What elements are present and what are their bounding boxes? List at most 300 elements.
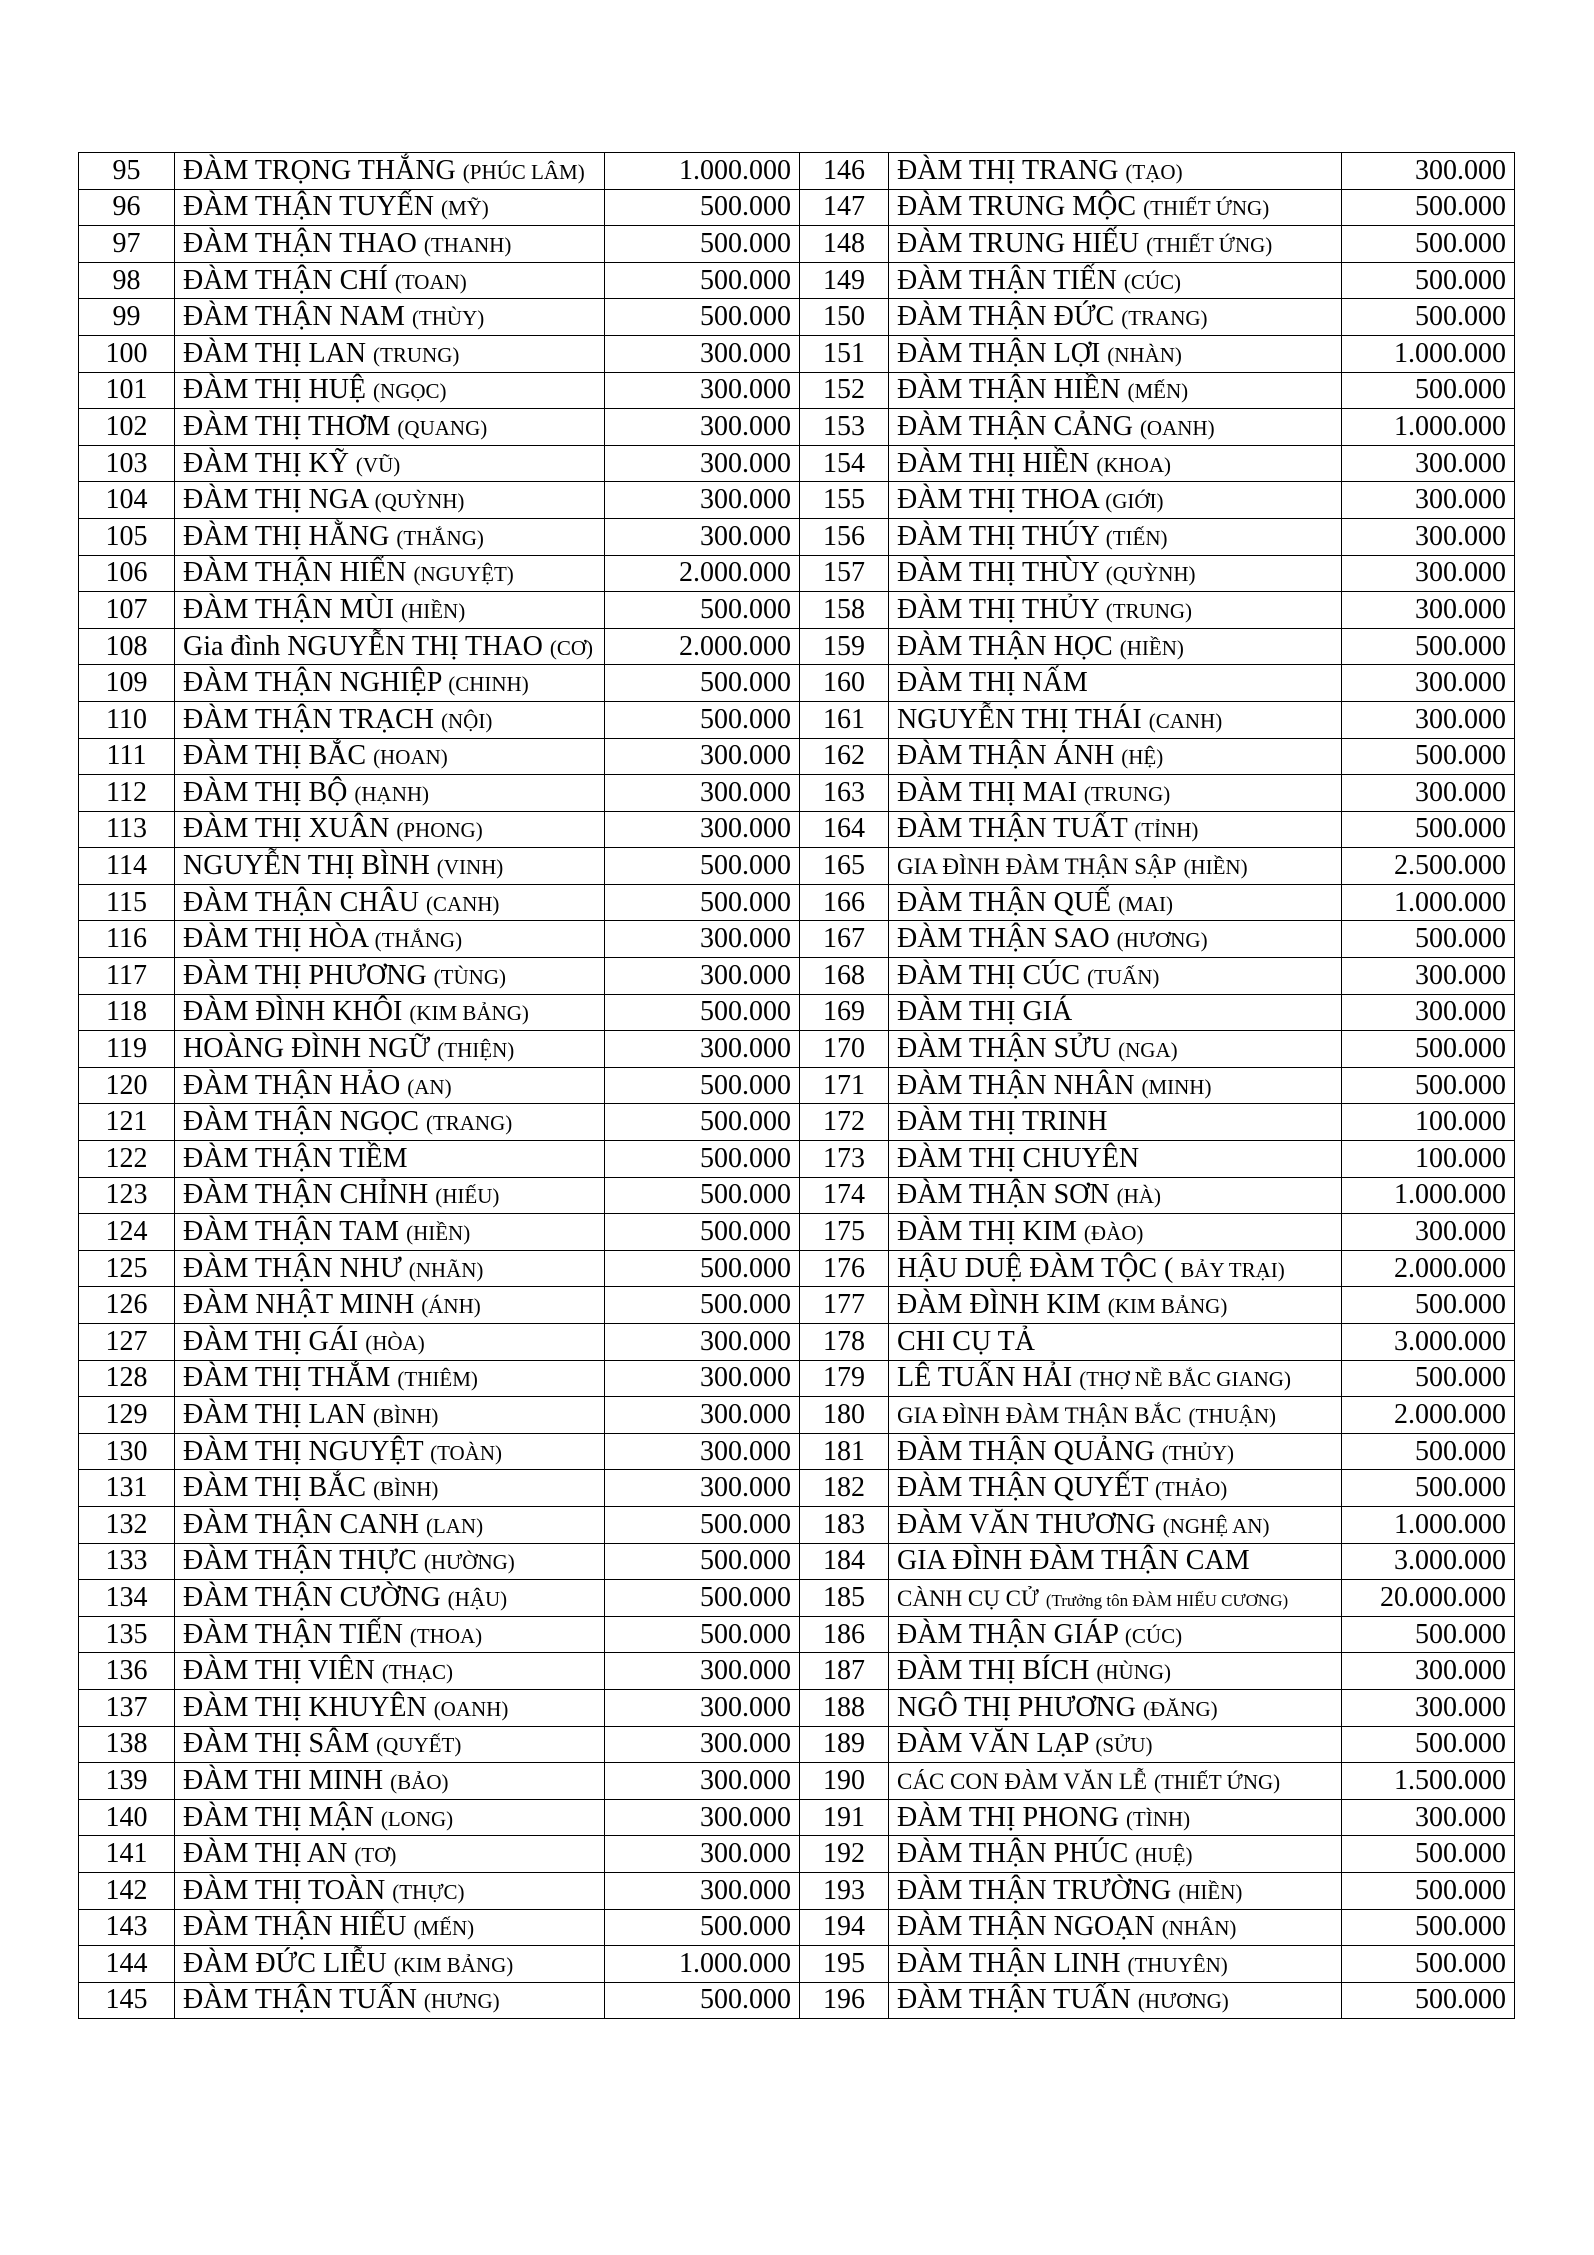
donation-amount: 500.000 bbox=[605, 1214, 800, 1251]
donation-amount: 300.000 bbox=[605, 1397, 800, 1434]
donor-note: (QUỲNH) bbox=[374, 489, 465, 514]
entry-number: 108 bbox=[79, 628, 175, 665]
donor-note: (ÁNH) bbox=[421, 1294, 481, 1319]
table-row bbox=[79, 409, 1515, 446]
donor-name: ĐÀM THẬN GIÁP bbox=[897, 1618, 1118, 1650]
donation-amount: 500.000 bbox=[1342, 1726, 1515, 1763]
donor-name-cell bbox=[175, 1616, 605, 1653]
donor-note: (HIỀN) bbox=[1178, 1879, 1243, 1904]
entry-number: 115 bbox=[79, 884, 175, 921]
donor-name-cell bbox=[175, 1836, 605, 1873]
donation-amount: 100.000 bbox=[1342, 1104, 1515, 1141]
donor-name: HẬU DUỆ ĐÀM TỘC ( bbox=[897, 1252, 1174, 1284]
table-row bbox=[79, 189, 1515, 226]
donor-name: ĐÀM THỊ THƠM bbox=[183, 410, 391, 442]
table-row bbox=[79, 1324, 1515, 1361]
donor-name-cell bbox=[889, 1726, 1342, 1763]
donor-note: (HIỀN) bbox=[1119, 635, 1184, 660]
donor-name-cell bbox=[889, 1177, 1342, 1214]
donor-note: (HÙNG) bbox=[1096, 1660, 1172, 1685]
donation-amount: 300.000 bbox=[605, 1360, 800, 1397]
donor-name: ĐÀM THỊ KIM bbox=[897, 1216, 1077, 1248]
donation-amount: 300.000 bbox=[605, 1324, 800, 1361]
donor-name-cell bbox=[889, 1470, 1342, 1507]
donor-name-cell bbox=[175, 1360, 605, 1397]
donor-note: (HOAN) bbox=[373, 745, 448, 770]
donation-amount: 300.000 bbox=[1342, 1799, 1515, 1836]
donation-amount: 300.000 bbox=[605, 1872, 800, 1909]
donation-amount: 300.000 bbox=[1342, 518, 1515, 555]
donation-table bbox=[78, 152, 1515, 2019]
donor-name: ĐÀM THỊ HUỆ bbox=[183, 374, 367, 406]
table-row bbox=[79, 372, 1515, 409]
donor-name: CÁC CON ĐÀM VĂN LỄ bbox=[897, 1768, 1148, 1794]
entry-number: 176 bbox=[800, 1250, 889, 1287]
entry-number: 180 bbox=[800, 1397, 889, 1434]
donation-amount: 500.000 bbox=[1342, 921, 1515, 958]
donor-name: ĐÀM THẬN PHÚC bbox=[897, 1838, 1129, 1870]
donor-name-cell bbox=[889, 1031, 1342, 1068]
entry-number: 171 bbox=[800, 1067, 889, 1104]
entry-number: 98 bbox=[79, 262, 175, 299]
donor-name-cell bbox=[889, 299, 1342, 336]
donor-name: ĐÀM THỊ BÍCH bbox=[897, 1655, 1090, 1687]
entry-number: 166 bbox=[800, 884, 889, 921]
entry-number: 104 bbox=[79, 482, 175, 519]
donor-name-cell bbox=[175, 1397, 605, 1434]
donor-name-cell bbox=[889, 1250, 1342, 1287]
donor-note: (THẢO) bbox=[1154, 1477, 1228, 1502]
entry-number: 190 bbox=[800, 1763, 889, 1800]
donor-name: ĐÀM THẬN THỰC bbox=[183, 1545, 417, 1577]
donor-name: GIA ĐÌNH ĐÀM THẬN BẮC bbox=[897, 1402, 1182, 1428]
entry-number: 193 bbox=[800, 1872, 889, 1909]
table-row bbox=[79, 701, 1515, 738]
donor-name-cell bbox=[175, 1031, 605, 1068]
donor-name-cell bbox=[175, 1946, 605, 1983]
donation-amount: 500.000 bbox=[1342, 262, 1515, 299]
table-row bbox=[79, 1799, 1515, 1836]
donor-name: CÀNH CỤ CỬ bbox=[897, 1585, 1039, 1611]
donation-amount: 300.000 bbox=[605, 1433, 800, 1470]
donor-name: ĐÀM THẬN TIỀM bbox=[183, 1142, 408, 1174]
entry-number: 131 bbox=[79, 1470, 175, 1507]
donor-name-cell bbox=[175, 1909, 605, 1946]
entry-number: 162 bbox=[800, 738, 889, 775]
donor-note: (QUANG) bbox=[397, 415, 488, 440]
donor-name: ĐÀM THỊ MAI bbox=[897, 776, 1077, 808]
donor-name-cell bbox=[175, 1177, 605, 1214]
donor-name: ĐÀM ĐỨC LIỄU bbox=[183, 1947, 387, 1979]
donor-name: ĐÀM THẬN HẢO bbox=[183, 1069, 401, 1101]
donor-name-cell bbox=[889, 1946, 1342, 1983]
entry-number: 118 bbox=[79, 994, 175, 1031]
donation-amount: 300.000 bbox=[1342, 775, 1515, 812]
donor-note: (TRANG) bbox=[1121, 306, 1208, 331]
donation-amount: 300.000 bbox=[605, 811, 800, 848]
entry-number: 189 bbox=[800, 1726, 889, 1763]
donation-amount: 500.000 bbox=[605, 994, 800, 1031]
donor-name-cell bbox=[889, 1397, 1342, 1434]
donation-amount: 1.500.000 bbox=[1342, 1763, 1515, 1800]
donor-note: (QUYẾT) bbox=[376, 1733, 462, 1758]
donor-name: ĐÀM THẬN TAM bbox=[183, 1216, 400, 1248]
entry-number: 114 bbox=[79, 848, 175, 885]
donor-name: ĐÀM THỊ THOA bbox=[897, 484, 1099, 516]
donor-name-cell bbox=[889, 958, 1342, 995]
table-row bbox=[79, 1616, 1515, 1653]
donation-amount: 500.000 bbox=[605, 848, 800, 885]
table-row bbox=[79, 1104, 1515, 1141]
donor-note: (TÙNG) bbox=[433, 964, 506, 989]
donation-amount: 500.000 bbox=[605, 592, 800, 629]
donor-note: (NGỌC) bbox=[373, 379, 447, 404]
donor-name-cell bbox=[889, 445, 1342, 482]
donor-name: ĐÀM THẬN CHÂU bbox=[183, 886, 419, 918]
donor-note: (TƠ) bbox=[354, 1843, 397, 1868]
entry-number: 119 bbox=[79, 1031, 175, 1068]
donation-amount: 3.000.000 bbox=[1342, 1543, 1515, 1580]
donation-amount: 300.000 bbox=[605, 445, 800, 482]
entry-number: 110 bbox=[79, 701, 175, 738]
donor-name: ĐÀM THỊ LAN bbox=[183, 1398, 367, 1430]
donor-name: ĐÀM THỊ NGUYỆT bbox=[183, 1435, 424, 1467]
donor-name: ĐÀM THỊ BẮC bbox=[183, 1472, 367, 1504]
donor-name: ĐÀM THẬN NHƯ bbox=[183, 1252, 402, 1284]
donor-note: (KHOA) bbox=[1096, 452, 1172, 477]
donor-name: ĐÀM THỊ XUÂN bbox=[183, 813, 390, 845]
donor-name-cell bbox=[175, 189, 605, 226]
donor-name: ĐÀM THỊ KỸ bbox=[183, 447, 349, 479]
donor-note: (HÀ) bbox=[1116, 1184, 1161, 1209]
table-row bbox=[79, 665, 1515, 702]
donation-amount: 20.000.000 bbox=[1342, 1580, 1515, 1617]
donor-name: ĐÀM THỊ PHƯƠNG bbox=[183, 959, 427, 991]
entry-number: 185 bbox=[800, 1580, 889, 1617]
donor-name: ĐÀM THỊ NẤM bbox=[897, 667, 1088, 699]
donor-name: ĐÀM THẬN MÙI bbox=[183, 593, 395, 625]
donation-amount: 300.000 bbox=[1342, 445, 1515, 482]
table-row bbox=[79, 335, 1515, 372]
table-row bbox=[79, 1141, 1515, 1178]
table-row bbox=[79, 994, 1515, 1031]
donor-name: ĐÀM ĐÌNH KIM bbox=[897, 1289, 1101, 1321]
donation-amount: 500.000 bbox=[1342, 1433, 1515, 1470]
donor-name: ĐÀM THỊ AN bbox=[183, 1838, 348, 1870]
entry-number: 127 bbox=[79, 1324, 175, 1361]
donation-amount: 500.000 bbox=[605, 1104, 800, 1141]
donor-note: (HIỀN) bbox=[1183, 855, 1248, 880]
donor-name-cell bbox=[175, 372, 605, 409]
entry-number: 169 bbox=[800, 994, 889, 1031]
donation-amount: 500.000 bbox=[1342, 1470, 1515, 1507]
donation-amount: 500.000 bbox=[1342, 1909, 1515, 1946]
donor-note: (THIÊM) bbox=[397, 1367, 478, 1392]
donor-name-cell bbox=[175, 1799, 605, 1836]
donor-note: (TÌNH) bbox=[1125, 1806, 1191, 1831]
donor-name-cell bbox=[889, 1104, 1342, 1141]
table-row bbox=[79, 1763, 1515, 1800]
donor-name-cell bbox=[175, 738, 605, 775]
entry-number: 122 bbox=[79, 1141, 175, 1178]
donor-name: ĐÀM THỊ NGA bbox=[183, 484, 368, 516]
entry-number: 133 bbox=[79, 1543, 175, 1580]
donor-note: (NỘI) bbox=[441, 708, 493, 733]
entry-number: 153 bbox=[800, 409, 889, 446]
donation-amount: 300.000 bbox=[605, 1726, 800, 1763]
entry-number: 172 bbox=[800, 1104, 889, 1141]
entry-number: 123 bbox=[79, 1177, 175, 1214]
donor-name: ĐÀM THỊ BỘ bbox=[183, 776, 348, 808]
donor-note: (HƯƠNG) bbox=[1116, 928, 1208, 953]
donation-amount: 500.000 bbox=[605, 226, 800, 263]
donation-amount: 300.000 bbox=[605, 372, 800, 409]
donor-note: (ĐÀO) bbox=[1083, 1221, 1144, 1246]
donor-note: (Trưởng tôn ĐÀM HIẾU CƯƠNG) bbox=[1045, 1590, 1289, 1610]
donor-note: (THẠC) bbox=[381, 1660, 453, 1685]
donor-note: (HẠNH) bbox=[354, 781, 430, 806]
entry-number: 151 bbox=[800, 335, 889, 372]
donor-name-cell bbox=[889, 921, 1342, 958]
entry-number: 160 bbox=[800, 665, 889, 702]
donor-name: ĐÀM ĐÌNH KHÔI bbox=[183, 996, 403, 1028]
entry-number: 149 bbox=[800, 262, 889, 299]
donor-name-cell bbox=[889, 518, 1342, 555]
donor-note: (QUỲNH) bbox=[1105, 562, 1196, 587]
donor-name-cell bbox=[175, 1250, 605, 1287]
entry-number: 156 bbox=[800, 518, 889, 555]
donor-note: (PHÚC LÂM) bbox=[462, 159, 585, 184]
donor-note: (TRANG) bbox=[425, 1111, 513, 1136]
entry-number: 155 bbox=[800, 482, 889, 519]
table-row bbox=[79, 299, 1515, 336]
donor-name-cell bbox=[175, 994, 605, 1031]
donation-amount: 2.000.000 bbox=[1342, 1250, 1515, 1287]
donation-amount: 500.000 bbox=[1342, 1946, 1515, 1983]
donor-note: (AN) bbox=[407, 1074, 452, 1099]
donor-name: NGUYỄN THỊ THÁI bbox=[897, 703, 1142, 735]
donation-amount: 300.000 bbox=[605, 409, 800, 446]
donor-name-cell bbox=[889, 409, 1342, 446]
donor-name-cell bbox=[175, 335, 605, 372]
donor-name: ĐÀM THỊ HẰNG bbox=[183, 520, 390, 552]
table-row bbox=[79, 518, 1515, 555]
donation-amount: 500.000 bbox=[605, 1616, 800, 1653]
donation-amount: 300.000 bbox=[1342, 994, 1515, 1031]
entry-number: 143 bbox=[79, 1909, 175, 1946]
donor-name-cell bbox=[175, 921, 605, 958]
donation-amount: 300.000 bbox=[1342, 592, 1515, 629]
donor-name: ĐÀM THỊ TOÀN bbox=[183, 1874, 386, 1906]
entry-number: 134 bbox=[79, 1580, 175, 1617]
donor-name-cell bbox=[175, 409, 605, 446]
donation-amount: 500.000 bbox=[605, 1177, 800, 1214]
donor-note: (GIỚI) bbox=[1105, 489, 1164, 514]
donor-note: (TẠO) bbox=[1125, 159, 1183, 184]
donor-note: (NGHỆ AN) bbox=[1162, 1513, 1270, 1538]
donation-amount: 500.000 bbox=[1342, 811, 1515, 848]
donation-amount: 500.000 bbox=[605, 1982, 800, 2019]
table-body bbox=[79, 153, 1515, 2019]
donor-note: (THOA) bbox=[409, 1623, 483, 1648]
donation-amount: 500.000 bbox=[1342, 1872, 1515, 1909]
donor-name: ĐÀM TRUNG MỘC bbox=[897, 191, 1137, 223]
donor-name: ĐÀM THẬN CƯỜNG bbox=[183, 1581, 441, 1613]
donor-note: (CANH) bbox=[425, 891, 500, 916]
table-row bbox=[79, 1397, 1515, 1434]
donor-name-cell bbox=[889, 1689, 1342, 1726]
donation-amount: 500.000 bbox=[1342, 1982, 1515, 2019]
table-row bbox=[79, 1177, 1515, 1214]
entry-number: 148 bbox=[800, 226, 889, 263]
donation-amount: 300.000 bbox=[1342, 153, 1515, 190]
donation-amount: 500.000 bbox=[1342, 372, 1515, 409]
donor-note: (BÌNH) bbox=[373, 1477, 439, 1502]
entry-number: 175 bbox=[800, 1214, 889, 1251]
entry-number: 146 bbox=[800, 153, 889, 190]
donor-note: (MAI) bbox=[1118, 891, 1173, 916]
table-row bbox=[79, 1287, 1515, 1324]
donor-name-cell bbox=[889, 1141, 1342, 1178]
donation-amount: 1.000.000 bbox=[605, 153, 800, 190]
table-row bbox=[79, 1031, 1515, 1068]
donation-amount: 500.000 bbox=[1342, 628, 1515, 665]
donor-name: ĐÀM THỊ VIÊN bbox=[183, 1655, 375, 1687]
entry-number: 113 bbox=[79, 811, 175, 848]
donor-name: ĐÀM TRUNG HIẾU bbox=[897, 227, 1140, 259]
entry-number: 138 bbox=[79, 1726, 175, 1763]
donor-note: (THỦY) bbox=[1161, 1440, 1235, 1465]
table-row bbox=[79, 1872, 1515, 1909]
donor-note: (LONG) bbox=[380, 1806, 454, 1831]
entry-number: 95 bbox=[79, 153, 175, 190]
donation-amount: 1.000.000 bbox=[1342, 335, 1515, 372]
donation-amount: 300.000 bbox=[1342, 958, 1515, 995]
entry-number: 184 bbox=[800, 1543, 889, 1580]
donor-name-cell bbox=[175, 665, 605, 702]
donor-name: ĐÀM THẬN TUẤN bbox=[897, 1984, 1131, 2016]
donation-amount: 500.000 bbox=[605, 1543, 800, 1580]
donor-name: ĐÀM THẬN TRƯỜNG bbox=[897, 1874, 1172, 1906]
table-row bbox=[79, 1214, 1515, 1251]
table-row bbox=[79, 1360, 1515, 1397]
donor-name-cell bbox=[175, 1141, 605, 1178]
donor-note: (TOAN) bbox=[394, 269, 467, 294]
donation-amount: 500.000 bbox=[1342, 299, 1515, 336]
table-row bbox=[79, 262, 1515, 299]
donor-note: (CANH) bbox=[1148, 708, 1223, 733]
donor-name-cell bbox=[175, 1214, 605, 1251]
entry-number: 178 bbox=[800, 1324, 889, 1361]
donor-name: ĐÀM THỊ TRANG bbox=[897, 154, 1119, 186]
donor-note: (THIẾT ỨNG) bbox=[1154, 1769, 1281, 1794]
donor-note: (CHINH) bbox=[448, 672, 529, 697]
entry-number: 142 bbox=[79, 1872, 175, 1909]
donor-name-cell bbox=[175, 445, 605, 482]
donor-name-cell bbox=[889, 1799, 1342, 1836]
entry-number: 164 bbox=[800, 811, 889, 848]
donor-name-cell bbox=[175, 262, 605, 299]
donor-name-cell bbox=[175, 1982, 605, 2019]
donor-name-cell bbox=[889, 1763, 1342, 1800]
donor-name: ĐÀM THẬN HIỂN bbox=[183, 557, 407, 589]
donor-name: ĐÀM THỊ MẬN bbox=[183, 1801, 374, 1833]
donation-amount: 300.000 bbox=[605, 738, 800, 775]
donor-note: (THANH) bbox=[423, 232, 512, 257]
donation-amount: 500.000 bbox=[605, 1580, 800, 1617]
entry-number: 99 bbox=[79, 299, 175, 336]
donor-name-cell bbox=[889, 226, 1342, 263]
entry-number: 170 bbox=[800, 1031, 889, 1068]
entry-number: 163 bbox=[800, 775, 889, 812]
donor-note: (THIỆN) bbox=[437, 1038, 515, 1063]
donor-name-cell bbox=[175, 226, 605, 263]
entry-number: 194 bbox=[800, 1909, 889, 1946]
table-row bbox=[79, 811, 1515, 848]
donor-name: ĐÀM THỊ THỦY bbox=[897, 593, 1099, 625]
table-row bbox=[79, 445, 1515, 482]
donation-amount: 500.000 bbox=[605, 1250, 800, 1287]
donor-name: ĐÀM THỊ GIÁ bbox=[897, 996, 1073, 1028]
donor-note: (TRUNG) bbox=[1083, 781, 1171, 806]
entry-number: 101 bbox=[79, 372, 175, 409]
donor-note: (THUẬN) bbox=[1188, 1403, 1277, 1428]
entry-number: 150 bbox=[800, 299, 889, 336]
donor-name: ĐÀM VĂN THƯƠNG bbox=[897, 1508, 1156, 1540]
donor-name-cell bbox=[175, 1506, 605, 1543]
table-row bbox=[79, 1067, 1515, 1104]
donation-amount: 300.000 bbox=[605, 335, 800, 372]
table-row bbox=[79, 555, 1515, 592]
donor-note: (CƠ) bbox=[549, 635, 593, 660]
donor-name-cell bbox=[175, 592, 605, 629]
donor-name-cell bbox=[175, 884, 605, 921]
donor-note: (HIỀN) bbox=[401, 598, 466, 623]
entry-number: 105 bbox=[79, 518, 175, 555]
donor-name-cell bbox=[175, 1470, 605, 1507]
entry-number: 136 bbox=[79, 1653, 175, 1690]
donor-name-cell bbox=[175, 153, 605, 190]
donation-amount: 2.500.000 bbox=[1342, 848, 1515, 885]
entry-number: 100 bbox=[79, 335, 175, 372]
donation-amount: 300.000 bbox=[605, 1689, 800, 1726]
donation-amount: 500.000 bbox=[1342, 738, 1515, 775]
donation-amount: 1.000.000 bbox=[1342, 409, 1515, 446]
donation-amount: 2.000.000 bbox=[1342, 1397, 1515, 1434]
donor-name: ĐÀM THẬN TUẤT bbox=[897, 813, 1128, 845]
donor-name: ĐÀM THẬN CHÍ bbox=[183, 264, 388, 296]
entry-number: 158 bbox=[800, 592, 889, 629]
donor-name-cell bbox=[889, 1653, 1342, 1690]
entry-number: 125 bbox=[79, 1250, 175, 1287]
donor-name: ĐÀM THẬN NGOẠN bbox=[897, 1911, 1155, 1943]
entry-number: 141 bbox=[79, 1836, 175, 1873]
entry-number: 161 bbox=[800, 701, 889, 738]
donation-amount: 500.000 bbox=[1342, 1836, 1515, 1873]
donor-name-cell bbox=[889, 153, 1342, 190]
donor-note: (SỬU) bbox=[1095, 1733, 1153, 1758]
donation-amount: 500.000 bbox=[605, 884, 800, 921]
donor-name-cell bbox=[175, 958, 605, 995]
donation-amount: 300.000 bbox=[605, 1799, 800, 1836]
donor-name: ĐÀM THẬN NHÂN bbox=[897, 1069, 1135, 1101]
donor-name: ĐÀM THỊ SÂM bbox=[183, 1728, 370, 1760]
table-row bbox=[79, 1506, 1515, 1543]
donor-note: (CÚC) bbox=[1124, 1623, 1183, 1648]
entry-number: 97 bbox=[79, 226, 175, 263]
donor-name-cell bbox=[889, 1214, 1342, 1251]
entry-number: 191 bbox=[800, 1799, 889, 1836]
